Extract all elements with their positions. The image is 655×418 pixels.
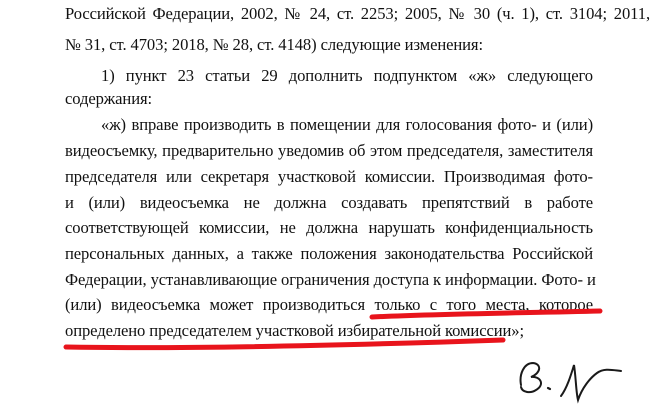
signature-stroke <box>521 363 541 392</box>
text-line: 1) пункт 23 статьи 29 дополнить подпунктом «ж» следующего <box>101 66 593 85</box>
text-line: Федерации, устанавливающие ограничения доступа к информации. Фото- и <box>65 270 596 289</box>
signature-stroke <box>548 388 550 389</box>
text-line: персональных данных, а также положения законодательства Российской <box>65 244 593 263</box>
highlight-underline <box>66 340 503 348</box>
text-line: № 31, ст. 4703; 2018, № 28, ст. 4148) следующие изменения: <box>65 35 483 54</box>
text-line: «ж) вправе производить в помещении для голосования фото- и (или) <box>101 115 593 134</box>
text-line: определено председателем участковой избирательной комиссии»; <box>65 321 524 340</box>
text-line: и (или) видеосъемка не должна создавать препятствий в работе <box>65 193 593 212</box>
text-line: Российской Федерации, 2002, № 24, ст. 2253; 2005, № 30 (ч. 1), ст. 3104; 2011, <box>65 4 650 23</box>
signature-stroke <box>561 365 621 400</box>
text-line: соответствующей комиссии, не должна нарушать конфиденциальность <box>65 218 593 237</box>
text-line: (или) видеосъемка может производиться только с того места, которое <box>65 295 593 314</box>
text-line: видеосъемку, предварительно уведомив об этом председателя, заместителя <box>65 141 593 160</box>
text-line: председателя или секретаря участковой комиссии. Производимая фото- <box>65 167 593 186</box>
text-line: содержания: <box>65 89 153 108</box>
